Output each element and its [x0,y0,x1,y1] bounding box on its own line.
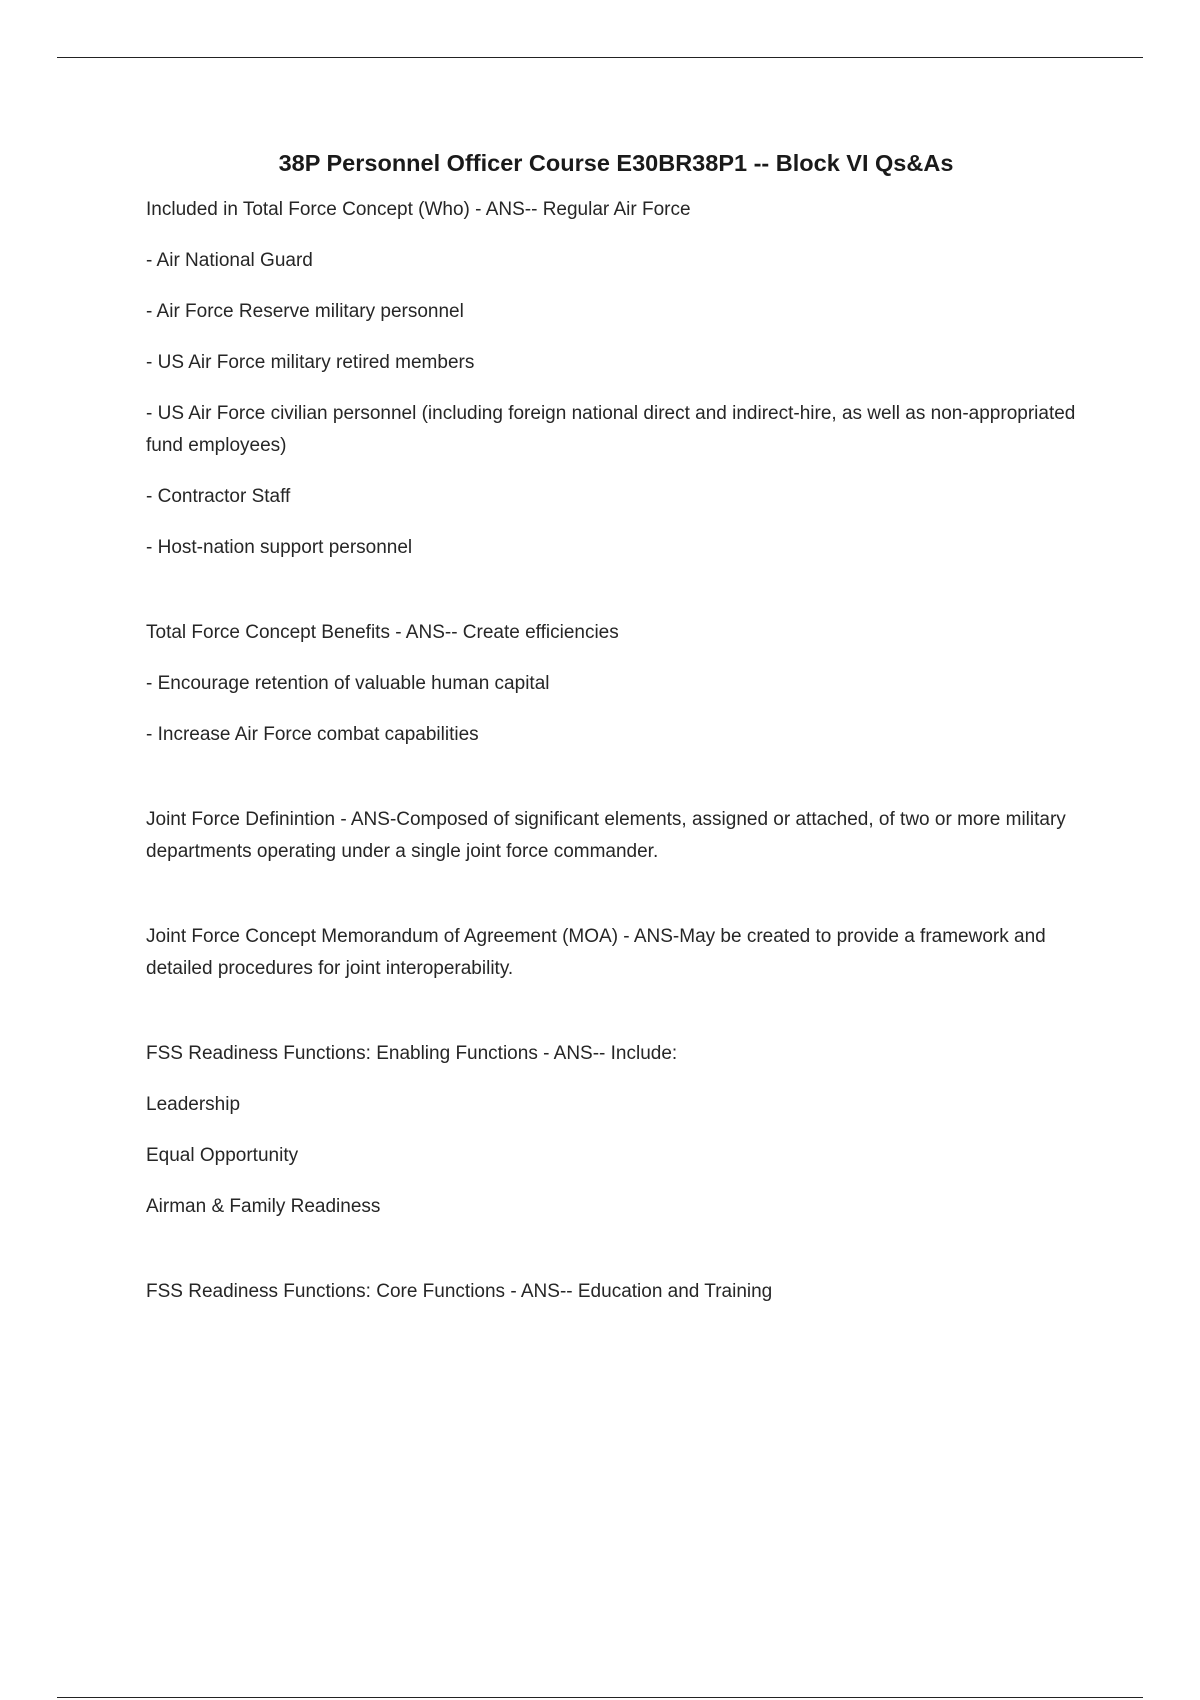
qa-line: - Host-nation support personnel [146,537,413,558]
qa-line: Joint Force Concept Memorandum of Agreement (MOA) - ANS-May be created to provide a framework and detailed procedures for joint interoperability. [146,926,1046,979]
qa-line: - US Air Force military retired members [146,352,475,373]
document-title: 38P Personnel Officer Course E30BR38P1 -- Block VI Qs&As [278,150,954,176]
qa-line: - Encourage retention of valuable human capital [146,673,550,694]
bottom-rule [57,1697,1143,1698]
qa-line: - Contractor Staff [146,486,291,507]
qa-line: - Air National Guard [146,250,313,271]
qa-line: FSS Readiness Functions: Core Functions - ANS-- Education and Training [146,1281,773,1302]
top-rule [57,57,1143,58]
section-total-force-who [146,194,1086,564]
qa-line: Included in Total Force Concept (Who) - ANS-- Regular Air Force [146,199,691,220]
qa-line: - US Air Force civilian personnel (including foreign national direct and indirect-hire, as well as non-appropriated fund employees) [146,403,1076,456]
qa-line: Leadership [146,1094,241,1115]
qa-line: Airman & Family Readiness [146,1196,381,1217]
qa-line: Total Force Concept Benefits - ANS-- Create efficiencies [146,622,619,643]
qa-line: Joint Force Definintion - ANS-Composed of significant elements, assigned or attached, of two or more military departments operating under a single joint force commander. [146,809,1066,862]
document-page [146,146,1086,1327]
qa-line: - Increase Air Force combat capabilities [146,724,479,745]
section-joint-force-definition [146,804,1086,868]
section-fss-core-functions [146,1276,1086,1308]
section-joint-force-moa [146,921,1086,985]
qa-line: Equal Opportunity [146,1145,299,1166]
qa-line: - Air Force Reserve military personnel [146,301,464,322]
qa-line: FSS Readiness Functions: Enabling Functions - ANS-- Include: [146,1043,678,1064]
section-fss-enabling-functions [146,1038,1086,1223]
section-total-force-benefits [146,617,1086,751]
